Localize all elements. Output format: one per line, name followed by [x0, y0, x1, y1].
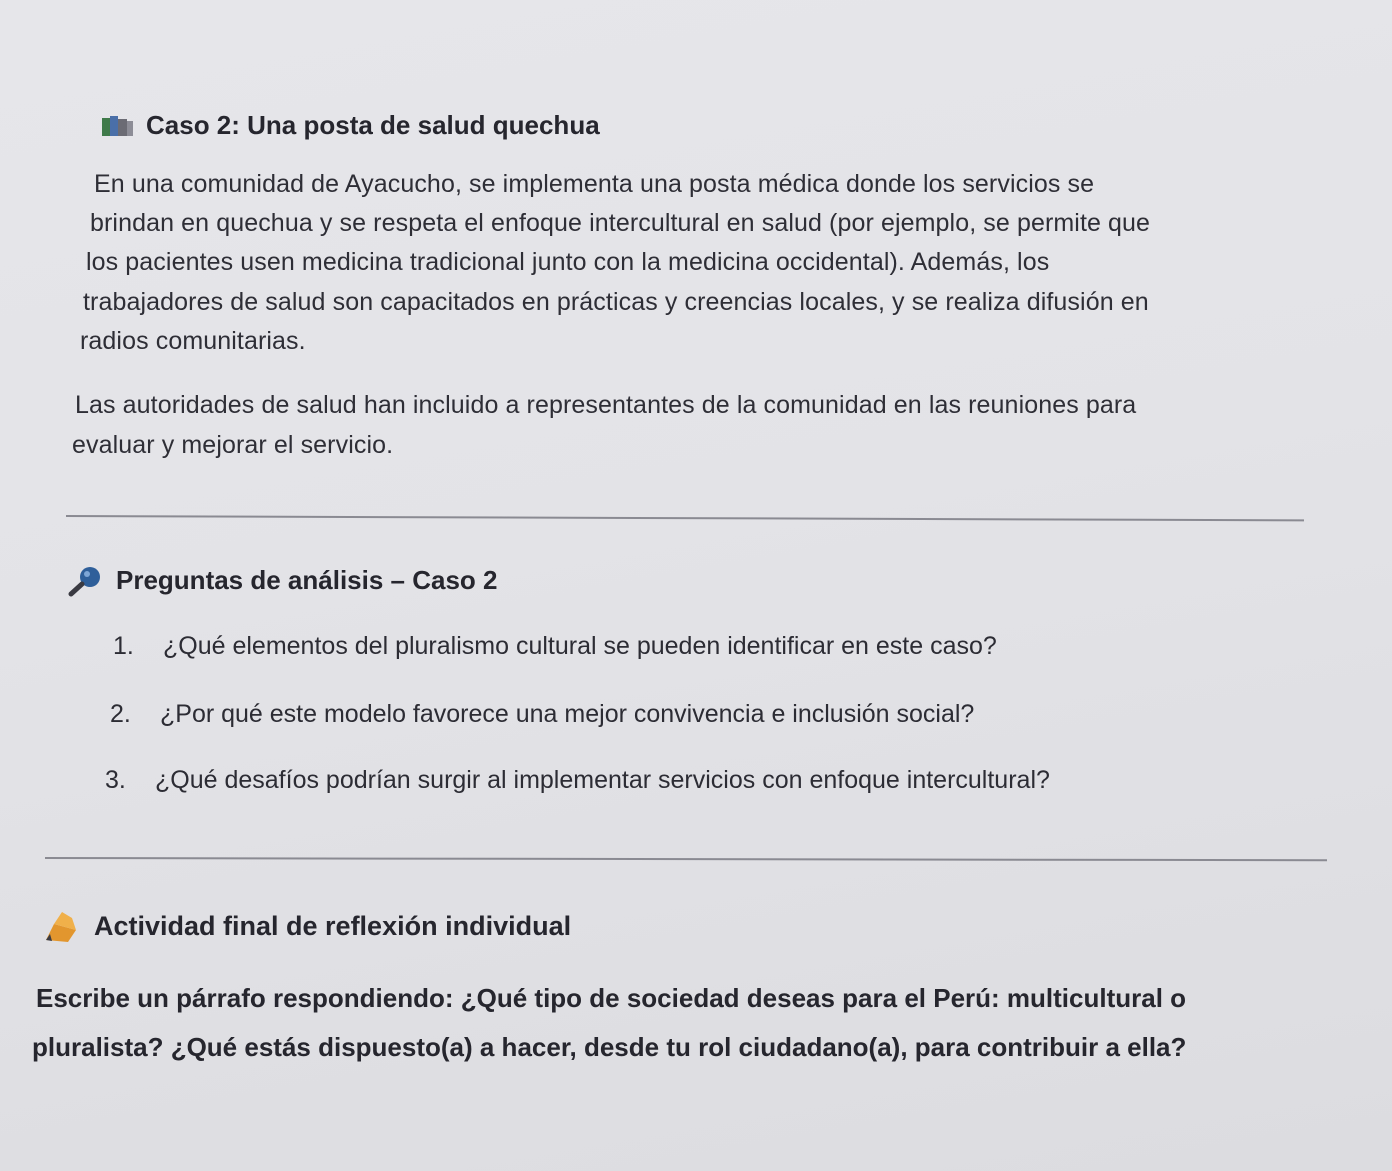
case-title: Caso 2: Una posta de salud quechua [146, 110, 600, 140]
question-item [113, 632, 997, 661]
case-paragraph-line: radios comunitarias. [80, 327, 306, 355]
case-paragraph-line: Las autoridades de salud han incluido a representantes de la comunidad en las reuniones para [75, 391, 1137, 419]
section-divider [45, 857, 1327, 861]
question-item [110, 700, 974, 729]
case-paragraph-line: brindan en quechua y se respeta el enfoque intercultural en salud (por ejemplo, se permite que [90, 209, 1151, 237]
case-paragraph-line: los pacientes usen medicina tradicional junto con la medicina occidental). Además, los [86, 248, 1050, 276]
magnifier-icon [66, 565, 104, 602]
question-text: ¿Por qué este modelo favorece una mejor convivencia e inclusión social? [160, 700, 975, 728]
question-number: 3. [105, 766, 126, 794]
section-divider [66, 515, 1304, 521]
question-item [105, 766, 1050, 795]
final-prompt-line: pluralista? ¿Qué estás dispuesto(a) a hacer, desde tu rol ciudadano(a), para contribuir a ella? [32, 1032, 1187, 1062]
books-icon [100, 112, 136, 143]
case-paragraph-line: En una comunidad de Ayacucho, se implementa una posta médica donde los servicios se [94, 170, 1095, 198]
case-paragraph-line: evaluar y mejorar el servicio. [72, 431, 394, 459]
final-activity-title: Actividad final de reflexión individual [94, 911, 572, 941]
question-number: 2. [110, 700, 131, 728]
pencil-icon [42, 910, 84, 949]
questions-title: Preguntas de análisis – Caso 2 [116, 565, 498, 595]
final-prompt-line: Escribe un párrafo respondiendo: ¿Qué tipo de sociedad deseas para el Perú: multicultural o [36, 983, 1187, 1013]
question-number: 1. [113, 632, 134, 660]
case-paragraph-line: trabajadores de salud son capacitados en prácticas y creencias locales, y se realiza difusión en [83, 288, 1149, 316]
question-text: ¿Qué elementos del pluralismo cultural se pueden identificar en este caso? [163, 632, 997, 660]
question-text: ¿Qué desafíos podrían surgir al implementar servicios con enfoque intercultural? [155, 766, 1050, 794]
